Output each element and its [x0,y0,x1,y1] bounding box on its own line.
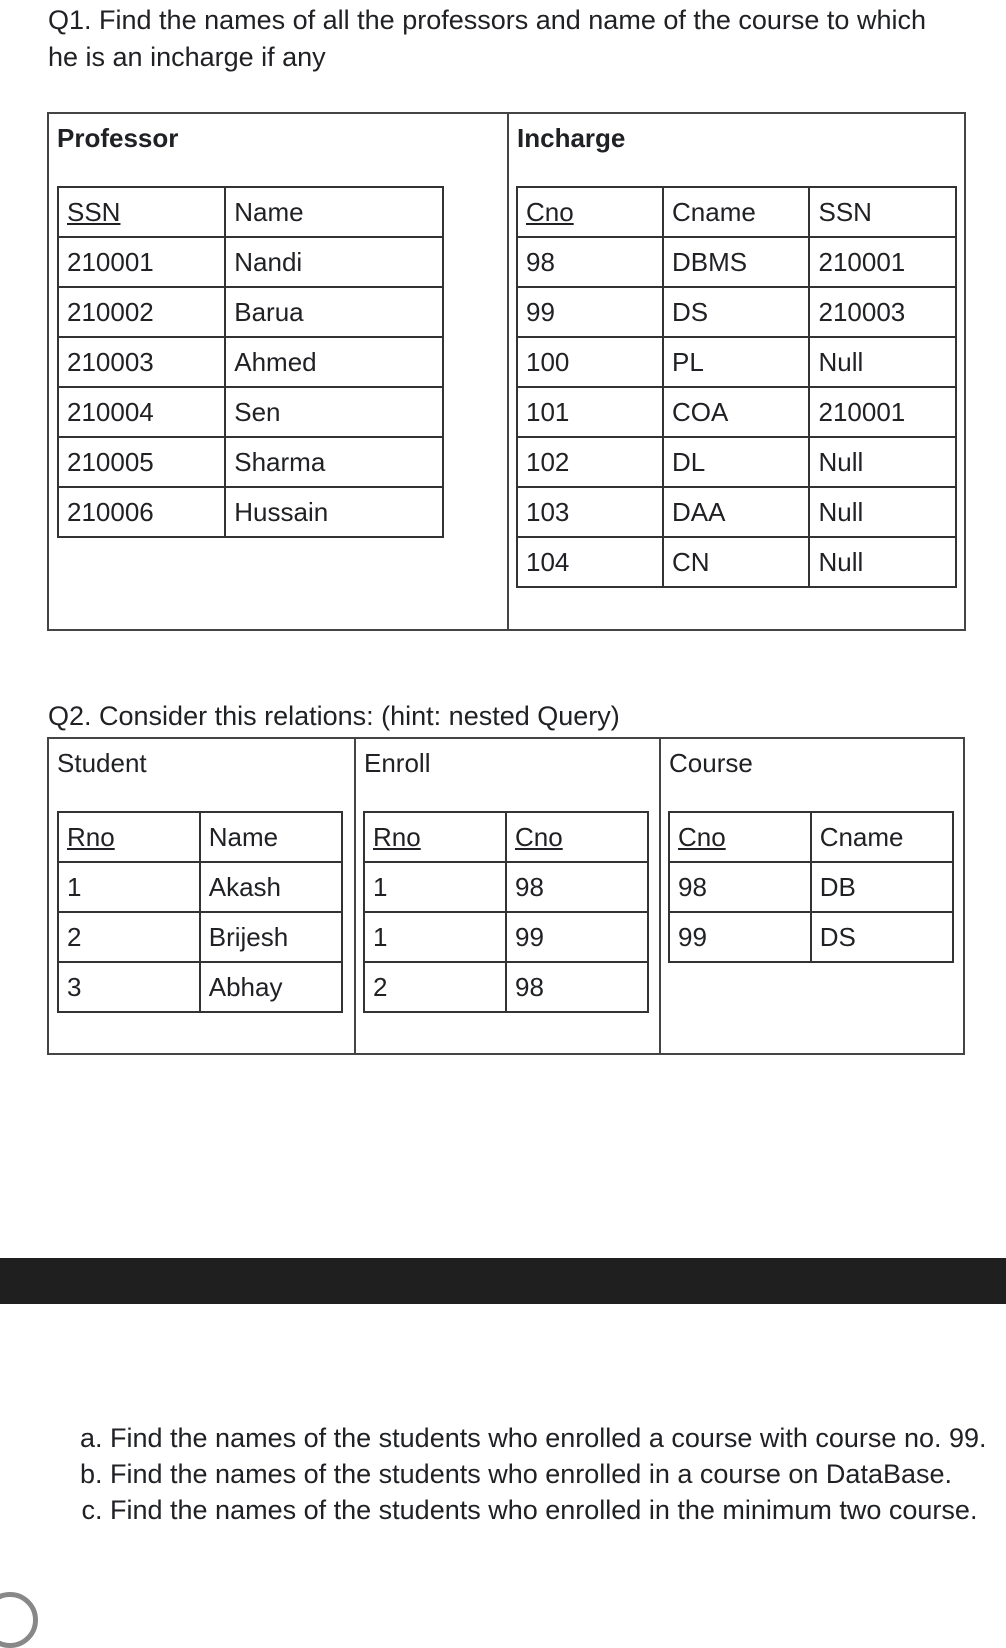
table-header-row [58,812,342,862]
table-cell: 99 [517,287,663,337]
table-cell: 99 [506,912,648,962]
table-cell: Abhay [200,962,342,1012]
column-header-cname: Cname [663,187,809,237]
table-cell: Barua [225,287,443,337]
column-header-name: Name [200,812,342,862]
table-cell: COA [663,387,809,437]
professor-table [57,186,444,538]
table-cell: Ahmed [225,337,443,387]
column-header-ssn: SSN [809,187,956,237]
column-header-cno: Cno [669,812,811,862]
table-row [517,437,956,487]
table-cell: 98 [506,962,648,1012]
table-row [364,862,648,912]
table-cell: Null [809,487,956,537]
table-cell: 100 [517,337,663,387]
table-header-row [58,187,443,237]
table-cell: CN [663,537,809,587]
table-cell: 210004 [58,387,225,437]
table-cell: Null [809,537,956,587]
table-cell: Sen [225,387,443,437]
column-header-ssn: SSN [58,187,225,237]
list-item: c. Find the names of the students who enrolled in the minimum two course. [110,1492,1006,1528]
column-header-cname: Cname [811,812,953,862]
table-cell: 210001 [809,387,956,437]
course-label: Course [669,748,753,778]
table-cell: 101 [517,387,663,437]
q1-relations-box [47,112,966,631]
table-row [669,862,953,912]
table-cell: 210003 [809,287,956,337]
column-header-cno: Cno [506,812,648,862]
table-cell: DBMS [663,237,809,287]
list-item: a. Find the names of the students who enrolled a course with course no. 99. [110,1420,1006,1456]
table-cell: 210002 [58,287,225,337]
table-cell: DS [663,287,809,337]
q1-question: Q1. Find the names of all the professors and name of the course to which he is an incharge if any [48,5,926,72]
table-cell: 104 [517,537,663,587]
table-row [364,962,648,1012]
table-cell: DB [811,862,953,912]
table-cell: DAA [663,487,809,537]
professor-section [49,114,507,629]
table-row [58,487,443,537]
table-cell: Akash [200,862,342,912]
column-header-rno: Rno [364,812,506,862]
table-cell: 102 [517,437,663,487]
table-cell: Sharma [225,437,443,487]
student-section [49,739,354,1053]
table-row [58,337,443,387]
table-row [517,337,956,387]
table-row [364,912,648,962]
incharge-table [516,186,957,588]
table-header-row [669,812,953,862]
table-cell: 1 [364,862,506,912]
table-cell: 1 [364,912,506,962]
table-row [58,437,443,487]
table-row [58,862,342,912]
table-cell: 98 [506,862,648,912]
table-cell: 3 [58,962,200,1012]
course-table [668,811,954,963]
list-item: b. Find the names of the students who enrolled in a course on DataBase. [110,1456,1006,1492]
incharge-label: Incharge [517,123,626,153]
table-cell: Null [809,337,956,387]
table-cell: PL [663,337,809,387]
table-cell: 210005 [58,437,225,487]
table-cell: Null [809,437,956,487]
table-row [58,962,342,1012]
enroll-label: Enroll [364,748,431,778]
table-row [517,287,956,337]
student-table [57,811,343,1013]
table-cell: 210003 [58,337,225,387]
table-row [669,912,953,962]
table-row [517,387,956,437]
table-cell: 98 [669,862,811,912]
table-row [58,287,443,337]
q2-relations-box [47,737,965,1055]
table-cell: DS [811,912,953,962]
table-header-row [364,812,648,862]
table-cell: 1 [58,862,200,912]
table-cell: Brijesh [200,912,342,962]
table-cell: 2 [364,962,506,1012]
table-cell: Nandi [225,237,443,287]
table-row [517,487,956,537]
table-cell: DL [663,437,809,487]
table-cell: 210001 [58,237,225,287]
table-row [517,237,956,287]
table-cell: Hussain [225,487,443,537]
table-header-row [517,187,956,237]
column-header-name: Name [225,187,443,237]
table-row [58,237,443,287]
table-cell: 210006 [58,487,225,537]
table-cell: 103 [517,487,663,537]
table-row [517,537,956,587]
course-section [659,739,963,1053]
enroll-table [363,811,649,1013]
column-header-cno: Cno [517,187,663,237]
dark-separator-band [0,1258,1006,1304]
table-cell: 2 [58,912,200,962]
q2-question: Q2. Consider this relations: (hint: nested Query) [48,701,620,731]
incharge-section [507,114,964,629]
table-row [58,912,342,962]
professor-label: Professor [57,123,179,153]
table-cell: 210001 [809,237,956,287]
table-row [58,387,443,437]
table-cell: 99 [669,912,811,962]
student-label: Student [57,748,147,778]
q2-parts-list [78,1420,1006,1528]
circle-icon [0,1592,38,1648]
enroll-section [354,739,659,1053]
table-cell: 98 [517,237,663,287]
column-header-rno: Rno [58,812,200,862]
